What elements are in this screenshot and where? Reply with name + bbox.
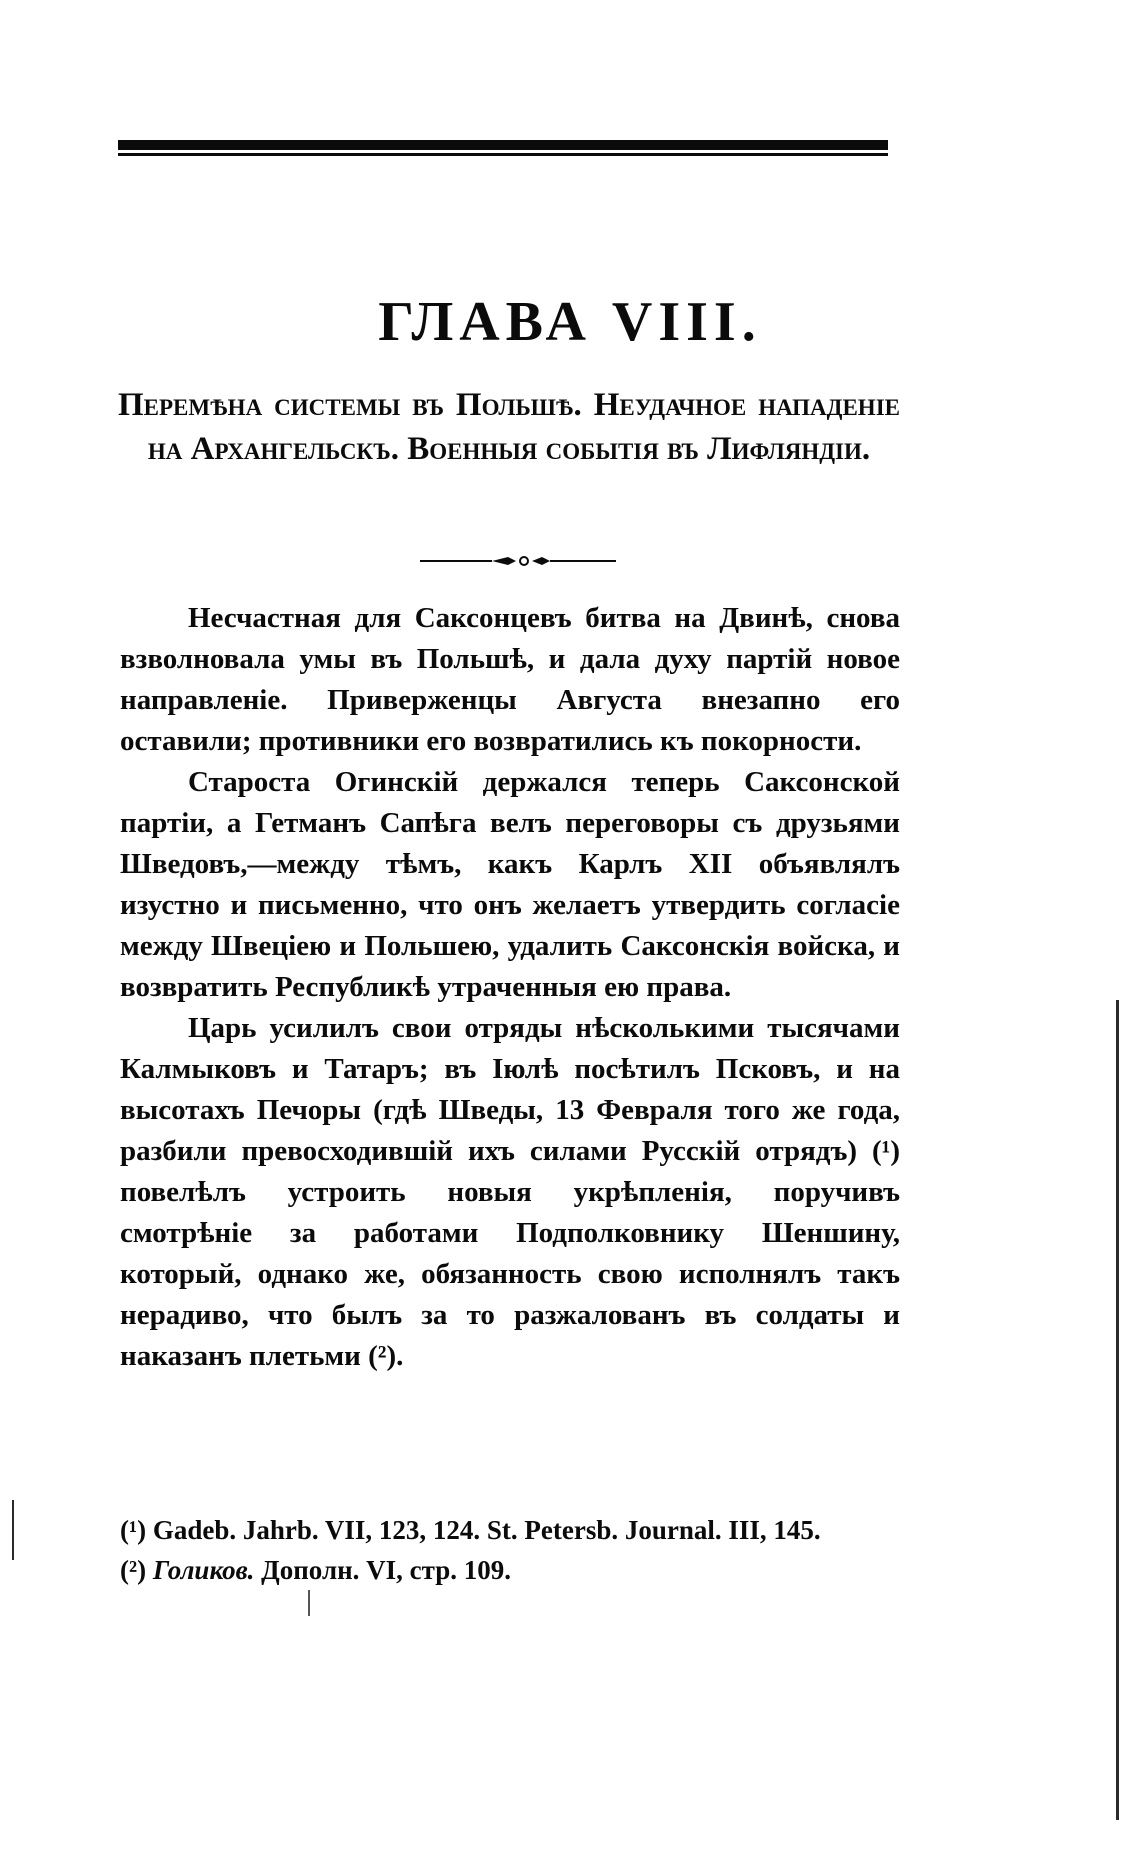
paragraph: Несчастная для Саксонцевъ битва на Двинѣ, снова взволновала умы въ Польшѣ, и дала духу партій новое направленіе. Приверженцы Августа внезапно его оставили; противники его возвратились къ покорности. bbox=[120, 602, 900, 757]
paragraph: Царь усилилъ свои отряды нѣсколькими тысячами Калмыковъ и Татаръ; въ Іюлѣ посѣтилъ Псковъ, и на высотахъ Печоры (гдѣ Шведы, 13 Февраля того же года, разбили превосходившій ихъ силами Русскій отрядъ) (¹) повелѣлъ устроить новыя укрѣпленія, поручивъ смотрѣніе за работами Подполковнику Шеншину, который, однако же, обязанность свою исполнялъ такъ нерадиво, что былъ за то разжалованъ въ солдаты и наказанъ плетьми (²). bbox=[120, 1012, 900, 1372]
scan-edge-mark bbox=[12, 1500, 14, 1560]
chapter-summary: Перемѣна системы въ Польшѣ. Неудачное нападеніе на Архангельскъ. Военныя событія въ Лифляндіи. bbox=[118, 387, 900, 467]
footnote-author: Голиков. bbox=[152, 1555, 255, 1585]
ornament-divider-icon bbox=[420, 554, 616, 568]
top-decorative-rule bbox=[118, 140, 888, 158]
footnote-1 bbox=[120, 1510, 900, 1550]
footnote-2 bbox=[120, 1550, 900, 1590]
footnote-mark: (²) bbox=[120, 1555, 147, 1585]
footnote-text: Gadeb. Jahrb. VII, 123, 124. St. Petersb. Journal. III, 145. bbox=[152, 1515, 821, 1545]
thin-rule-line bbox=[118, 153, 888, 156]
thick-rule-line bbox=[118, 140, 888, 150]
scan-edge-line bbox=[1116, 1000, 1119, 1820]
footnote-mark: (¹) bbox=[120, 1515, 147, 1545]
body-text bbox=[120, 598, 900, 1377]
chapter-title: ГЛАВА VIII. bbox=[378, 291, 762, 353]
scan-speck bbox=[308, 1590, 310, 1616]
paragraph: Староста Огинскій держался теперь Саксонской партіи, а Гетманъ Сапѣга велъ переговоры съ друзьями Шведовъ,—между тѣмъ, какъ Карлъ XII объявлялъ изустно и письменно, что онъ желаетъ утвердить согласіе между Швецiею и Польшею, удалить Саксонскія войска, и возвратить Республикѣ утраченныя ею права. bbox=[120, 766, 900, 1003]
footnote-text: Дополн. VI, стр. 109. bbox=[261, 1555, 512, 1585]
footnotes bbox=[120, 1510, 900, 1590]
